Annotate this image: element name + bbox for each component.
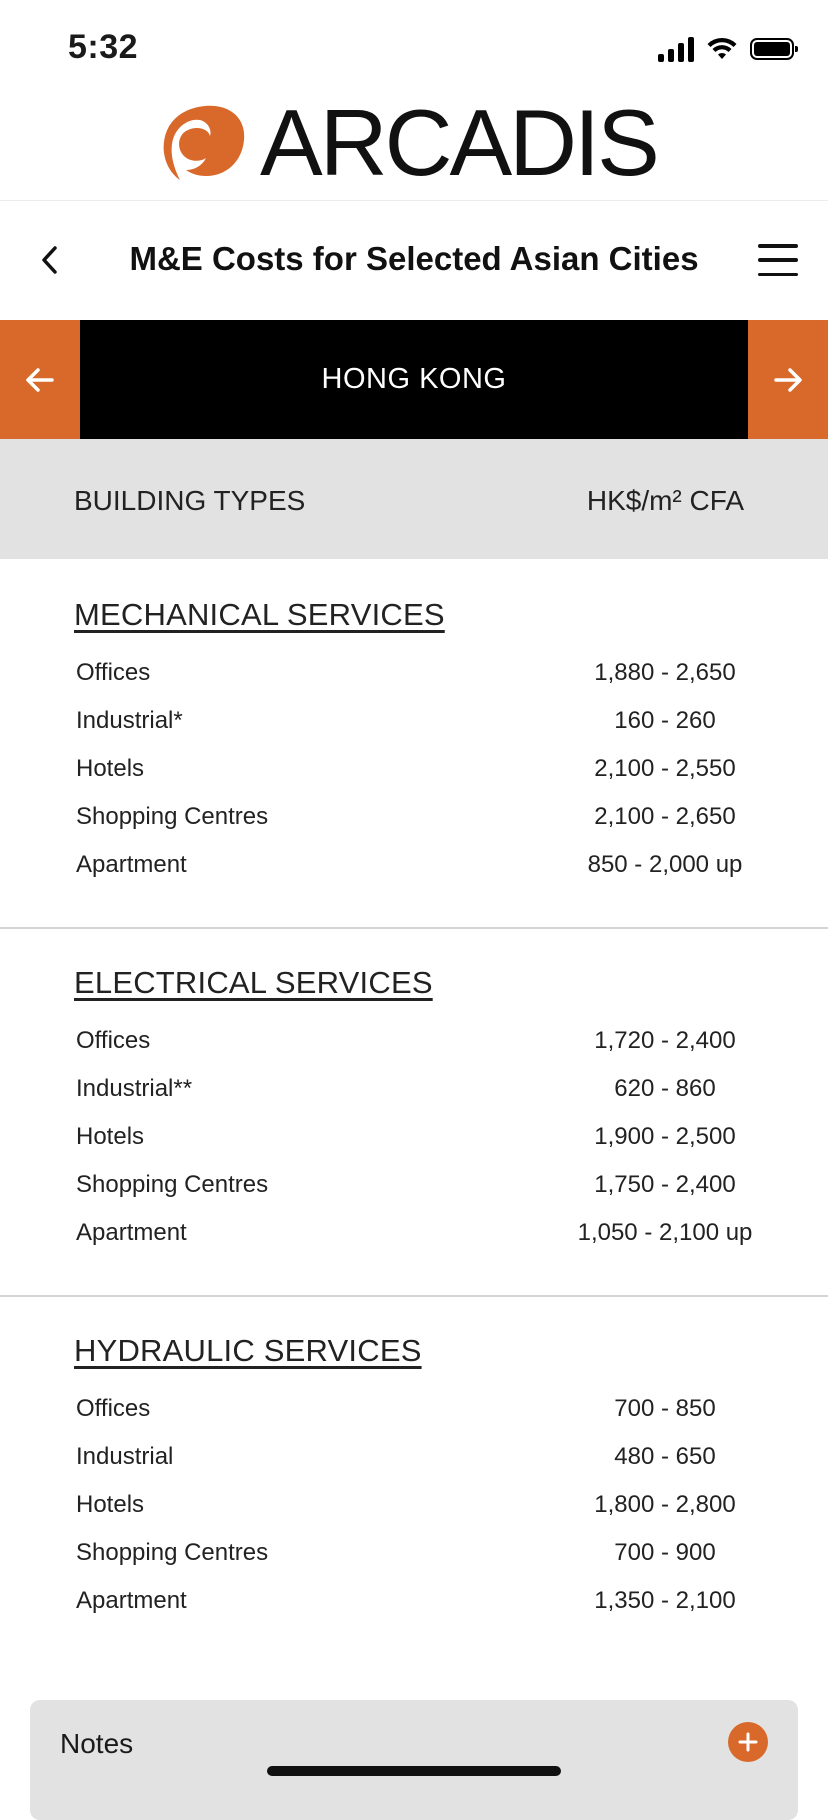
row-label: Apartment (76, 851, 187, 878)
row-label: Industrial* (76, 707, 183, 734)
row-label: Shopping Centres (76, 803, 269, 830)
table-header (0, 439, 828, 559)
wifi-icon (706, 37, 738, 61)
previous-city-button[interactable] (0, 320, 80, 439)
section-title: ELECTRICAL SERVICES (74, 965, 433, 1000)
brand-logo (160, 90, 657, 195)
row-label: Hotels (76, 755, 145, 782)
brand-name: ARCADIS (260, 90, 657, 195)
row-label: Industrial** (76, 1075, 193, 1102)
navigation-bar (0, 200, 828, 320)
row-value: 1,050 - 2,100 up (577, 1219, 753, 1246)
row-value: 1,720 - 2,400 (594, 1027, 736, 1054)
row-value: 160 - 260 (614, 707, 716, 734)
row-value: 1,750 - 2,400 (594, 1171, 736, 1198)
section-title: MECHANICAL SERVICES (74, 597, 445, 632)
row-value: 480 - 650 (614, 1443, 716, 1470)
next-city-button[interactable] (748, 320, 828, 439)
status-time: 5:32 (68, 28, 139, 66)
row-label: Shopping Centres (76, 1171, 269, 1198)
section-hydraulic-services (0, 1295, 828, 1663)
row-value: 2,100 - 2,550 (594, 755, 736, 782)
table-row (0, 747, 828, 795)
notes-accordion[interactable] (30, 1700, 798, 1820)
column-header-unit: HK$/m² CFA (586, 485, 744, 516)
arrow-right-icon (773, 367, 803, 393)
arcadis-logo-mark-icon (160, 100, 250, 186)
table-row (0, 1531, 828, 1579)
row-label: Offices (76, 1027, 151, 1054)
notes-expand-button[interactable] (728, 1722, 768, 1762)
row-value: 620 - 860 (614, 1075, 716, 1102)
table-row (0, 1387, 828, 1435)
row-label: Industrial (76, 1443, 174, 1470)
table-row (0, 1483, 828, 1531)
plus-circle-icon (737, 1731, 759, 1753)
table-row (0, 1211, 828, 1259)
table-row (0, 1115, 828, 1163)
menu-button[interactable] (758, 244, 798, 276)
row-value: 1,800 - 2,800 (594, 1491, 736, 1518)
table-row (0, 843, 828, 891)
home-indicator[interactable] (267, 1766, 561, 1776)
row-label: Hotels (76, 1123, 145, 1150)
hamburger-menu-icon (758, 244, 798, 248)
table-row (0, 1579, 828, 1627)
table-row (0, 1019, 828, 1067)
row-label: Offices (76, 1395, 151, 1422)
table-row (0, 699, 828, 747)
section-mechanical-services (0, 559, 828, 927)
table-row (0, 1163, 828, 1211)
hamburger-line (758, 273, 798, 277)
page-title: M&E Costs for Selected Asian Cities (129, 240, 699, 277)
status-icons (658, 36, 794, 62)
row-label: Shopping Centres (76, 1539, 269, 1566)
row-label: Hotels (76, 1491, 145, 1518)
row-label: Apartment (76, 1219, 187, 1246)
column-header-building-types: BUILDING TYPES (74, 485, 306, 516)
row-value: 1,350 - 2,100 (594, 1587, 736, 1614)
battery-icon (750, 38, 794, 60)
row-label: Offices (76, 659, 151, 686)
city-selector (0, 320, 828, 439)
section-title: HYDRAULIC SERVICES (74, 1333, 422, 1368)
row-value: 2,100 - 2,650 (594, 803, 736, 830)
section-electrical-services (0, 927, 828, 1295)
row-value: 700 - 850 (614, 1395, 716, 1422)
row-label: Apartment (76, 1587, 187, 1614)
city-name: HONG KONG (321, 363, 507, 395)
row-value: 1,880 - 2,650 (594, 659, 736, 686)
table-row (0, 1435, 828, 1483)
table-row (0, 651, 828, 699)
status-bar (0, 0, 828, 100)
cellular-signal-icon (658, 36, 694, 62)
hamburger-line (758, 258, 798, 262)
arrow-left-icon (25, 367, 55, 393)
row-value: 700 - 900 (614, 1539, 716, 1566)
table-row (0, 1067, 828, 1115)
row-value: 850 - 2,000 up (587, 851, 743, 878)
table-row (0, 795, 828, 843)
row-value: 1,900 - 2,500 (594, 1123, 736, 1150)
notes-label: Notes (60, 1728, 134, 1759)
